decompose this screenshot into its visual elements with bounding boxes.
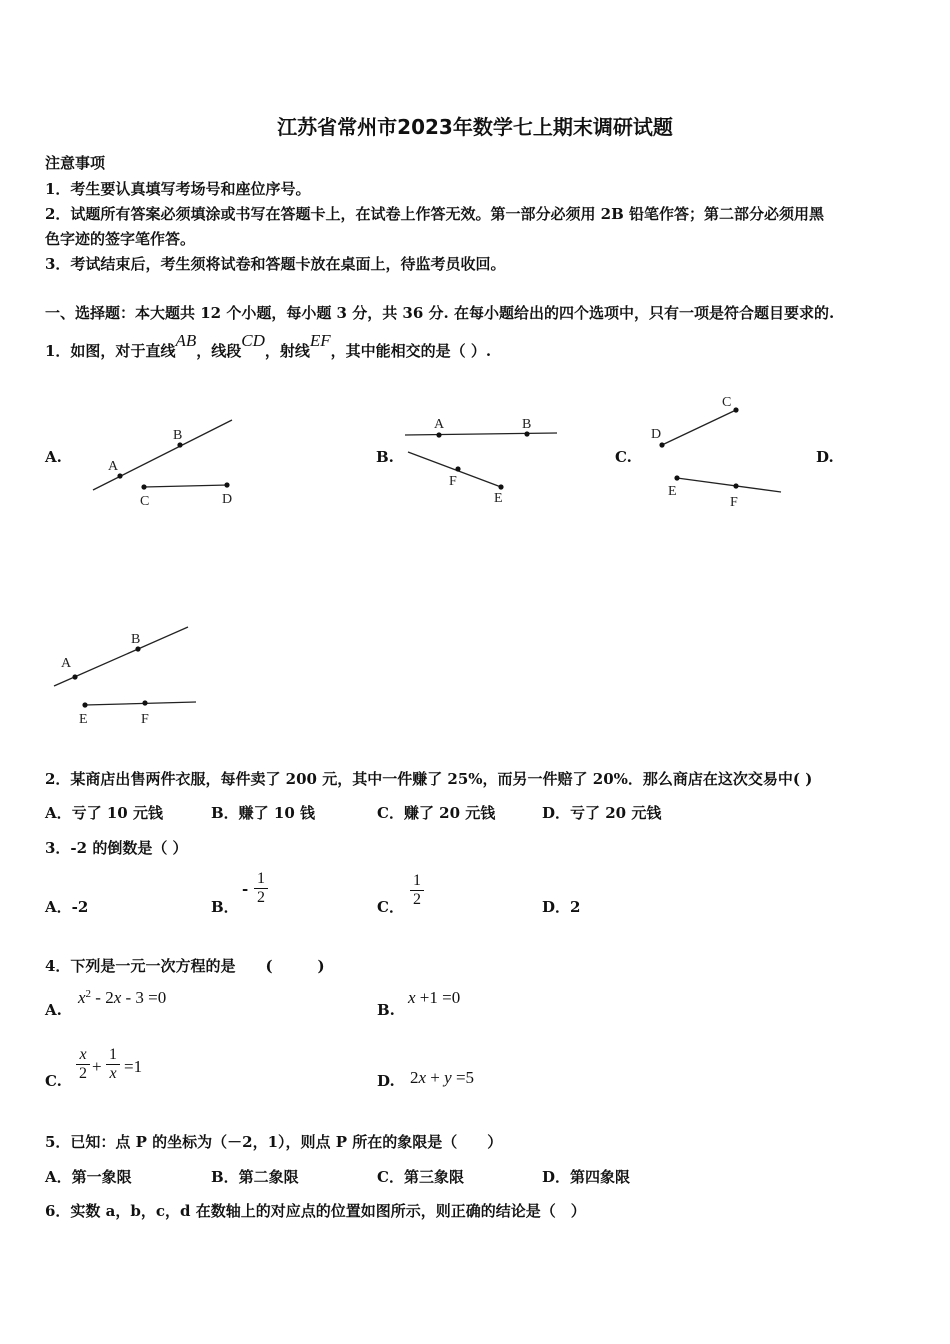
q5-option-a[interactable]: A．第一象限 [45, 1168, 132, 1186]
q3-option-d[interactable] [542, 896, 580, 917]
fig-d-label-a: A [61, 656, 72, 671]
q5-option-b[interactable]: B．第二象限 [211, 1168, 299, 1186]
fig-c-label-f: F [730, 495, 738, 510]
q1-option-b-label[interactable]: B. [376, 448, 394, 466]
q3-label-a: A． [45, 898, 72, 916]
fig-b-label-a: A [434, 417, 445, 432]
q4-option-b-label[interactable]: B. [377, 1001, 395, 1019]
q3-option-b-sign: - [242, 880, 249, 898]
q1-ray-ef: EF [309, 331, 331, 350]
q3-value-d: 2 [570, 898, 581, 916]
q4-option-b-equation: x +1 =0 [408, 988, 461, 1007]
q3-option-c-fraction [410, 872, 424, 909]
question-2: 2．某商店出售两件衣服，每件卖了 200 元，其中一件赚了 25%，而另一件赔了 20%．那么商店在这次交易中( ) [45, 770, 813, 788]
q3-b-numerator: 1 [257, 870, 265, 887]
q3-option-a[interactable] [45, 896, 88, 917]
question-4: 4．下列是一元一次方程的是 ( ) [45, 957, 325, 975]
q3-label-d: D． [542, 898, 571, 916]
fig-c-label-d: D [651, 427, 662, 442]
fig-d-label-b: B [131, 632, 141, 647]
page-title: 江苏省常州市2023年数学七上期末调研试题 [277, 115, 673, 139]
q3-option-c-label[interactable]: C． [377, 898, 404, 916]
q2-option-b[interactable]: B．赚了 10 钱 [211, 804, 315, 822]
fig-d-label-f: F [141, 712, 149, 727]
q1-mid2: ，射线 [264, 342, 310, 360]
section-heading: 一、选择题：本大题共 12 个小题，每小题 3 分，共 36 分. 在每小题给出的四个选项中，只有一项是符合题目要求的. [45, 304, 835, 322]
fig-b-label-b: B [522, 417, 532, 432]
q3-c-numerator: 1 [413, 872, 421, 889]
q3-option-b-label[interactable]: B． [211, 898, 239, 916]
fig-d-label-e: E [79, 712, 88, 727]
notice-item-2-cont: 色字迹的签字笔作答。 [45, 230, 196, 248]
question-6: 6．实数 a，b，c，d 在数轴上的对应点的位置如图所示，则正确的结论是（ ） [45, 1202, 586, 1220]
q4-c-rest: =1 [124, 1057, 143, 1076]
notice-item-2: 2．试题所有答案必须填涂或书写在答题卡上，在试卷上作答无效。第一部分必须用 2B 铅笔作答；第二部分必须用黑 [45, 205, 825, 223]
q1-suffix: ，其中能相交的是（ ）. [330, 342, 492, 360]
notice-heading: 注意事项 [45, 154, 106, 172]
question-5: 5．已知：点 P 的坐标为（－2，1），则点 P 所在的象限是（ ） [45, 1133, 503, 1151]
fig-c-label-c: C [722, 395, 732, 410]
q3-value-a: -2 [71, 898, 89, 916]
fig-a-label-c: C [140, 494, 150, 509]
q1-mid1: ，线段 [196, 342, 242, 360]
q2-option-c[interactable]: C．赚了 20 元钱 [377, 804, 496, 822]
q3-option-b-fraction [254, 870, 268, 907]
notice-item-3: 3．考试结束后，考生须将试卷和答题卡放在桌面上，待监考员收回。 [45, 255, 506, 273]
fig-a-label-b: B [173, 428, 183, 443]
q1-option-d-label[interactable]: D. [816, 448, 834, 466]
question-3: 3．-2 的倒数是（ ） [45, 839, 188, 857]
fig-b-label-e: E [494, 491, 503, 506]
q4-c-fraction-2: $\frac{1}{x}$ [106, 1046, 120, 1083]
q4-option-a-label[interactable]: A. [45, 1001, 62, 1019]
q5-option-c[interactable]: C．第三象限 [377, 1168, 464, 1186]
q4-option-d-equation: 2x + y =5 [410, 1068, 475, 1087]
q1-option-c-label[interactable]: C. [615, 448, 632, 466]
notice-item-1: 1．考生要认真填写考场号和座位序号。 [45, 180, 311, 198]
q4-option-c-label[interactable]: C. [45, 1072, 62, 1090]
fig-a-label-a: A [108, 459, 119, 474]
q3-c-denominator: 2 [410, 890, 424, 909]
q5-option-d[interactable]: D．第四象限 [542, 1168, 631, 1186]
q3-b-denominator: 2 [254, 888, 268, 907]
q2-option-a[interactable]: A．亏了 10 元钱 [45, 804, 163, 822]
q2-option-d[interactable]: D．亏了 20 元钱 [542, 804, 662, 822]
q4-option-d-label[interactable]: D. [377, 1072, 395, 1090]
q4-c-fraction-1: $\frac{x}{2}$ [76, 1046, 90, 1083]
fig-b-label-f: F [449, 474, 457, 489]
fig-a-label-d: D [222, 492, 233, 507]
q4-option-a-equation: $x^2 - 2x - 3 =0$ [78, 988, 167, 1007]
fig-c-label-e: E [668, 484, 677, 499]
q1-option-a-label[interactable]: A. [45, 448, 62, 466]
q1-prefix: 1．如图，对于直线 [45, 342, 176, 360]
q1-line-ab: AB [175, 331, 197, 350]
q1-segment-cd: CD [241, 331, 265, 350]
q4-c-plus: + [92, 1057, 102, 1076]
